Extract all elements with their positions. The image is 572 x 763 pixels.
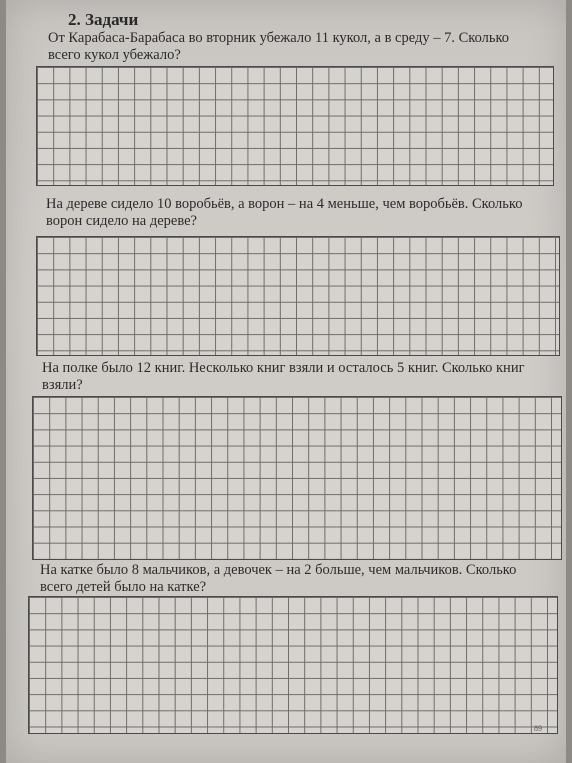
- task-4-text: На катке было 8 мальчиков, а девочек – на 2 больше, чем мальчиков. Сколько всего детей было на катке?: [40, 562, 517, 595]
- task-3-text: На полке было 12 книг. Несколько книг взяли и осталось 5 книг. Сколько книг взяли?: [42, 360, 525, 393]
- answer-grid-1[interactable]: [36, 66, 554, 186]
- section-title: 2. Задачи: [68, 10, 139, 29]
- task-2-text: На дереве сидело 10 воробьёв, а ворон – на 4 меньше, чем воробьёв. Сколько ворон сидело на дереве?: [46, 196, 523, 229]
- answer-grid-4[interactable]: [28, 596, 558, 734]
- page-number: 89: [534, 724, 542, 733]
- workbook-page: [6, 0, 566, 763]
- answer-grid-3[interactable]: [32, 396, 562, 560]
- task-1-text: От Карабаса-Барабаса во вторник убежало 11 кукол, а в среду – 7. Сколько всего кукол убежало?: [48, 30, 510, 63]
- answer-grid-2[interactable]: [36, 236, 560, 356]
